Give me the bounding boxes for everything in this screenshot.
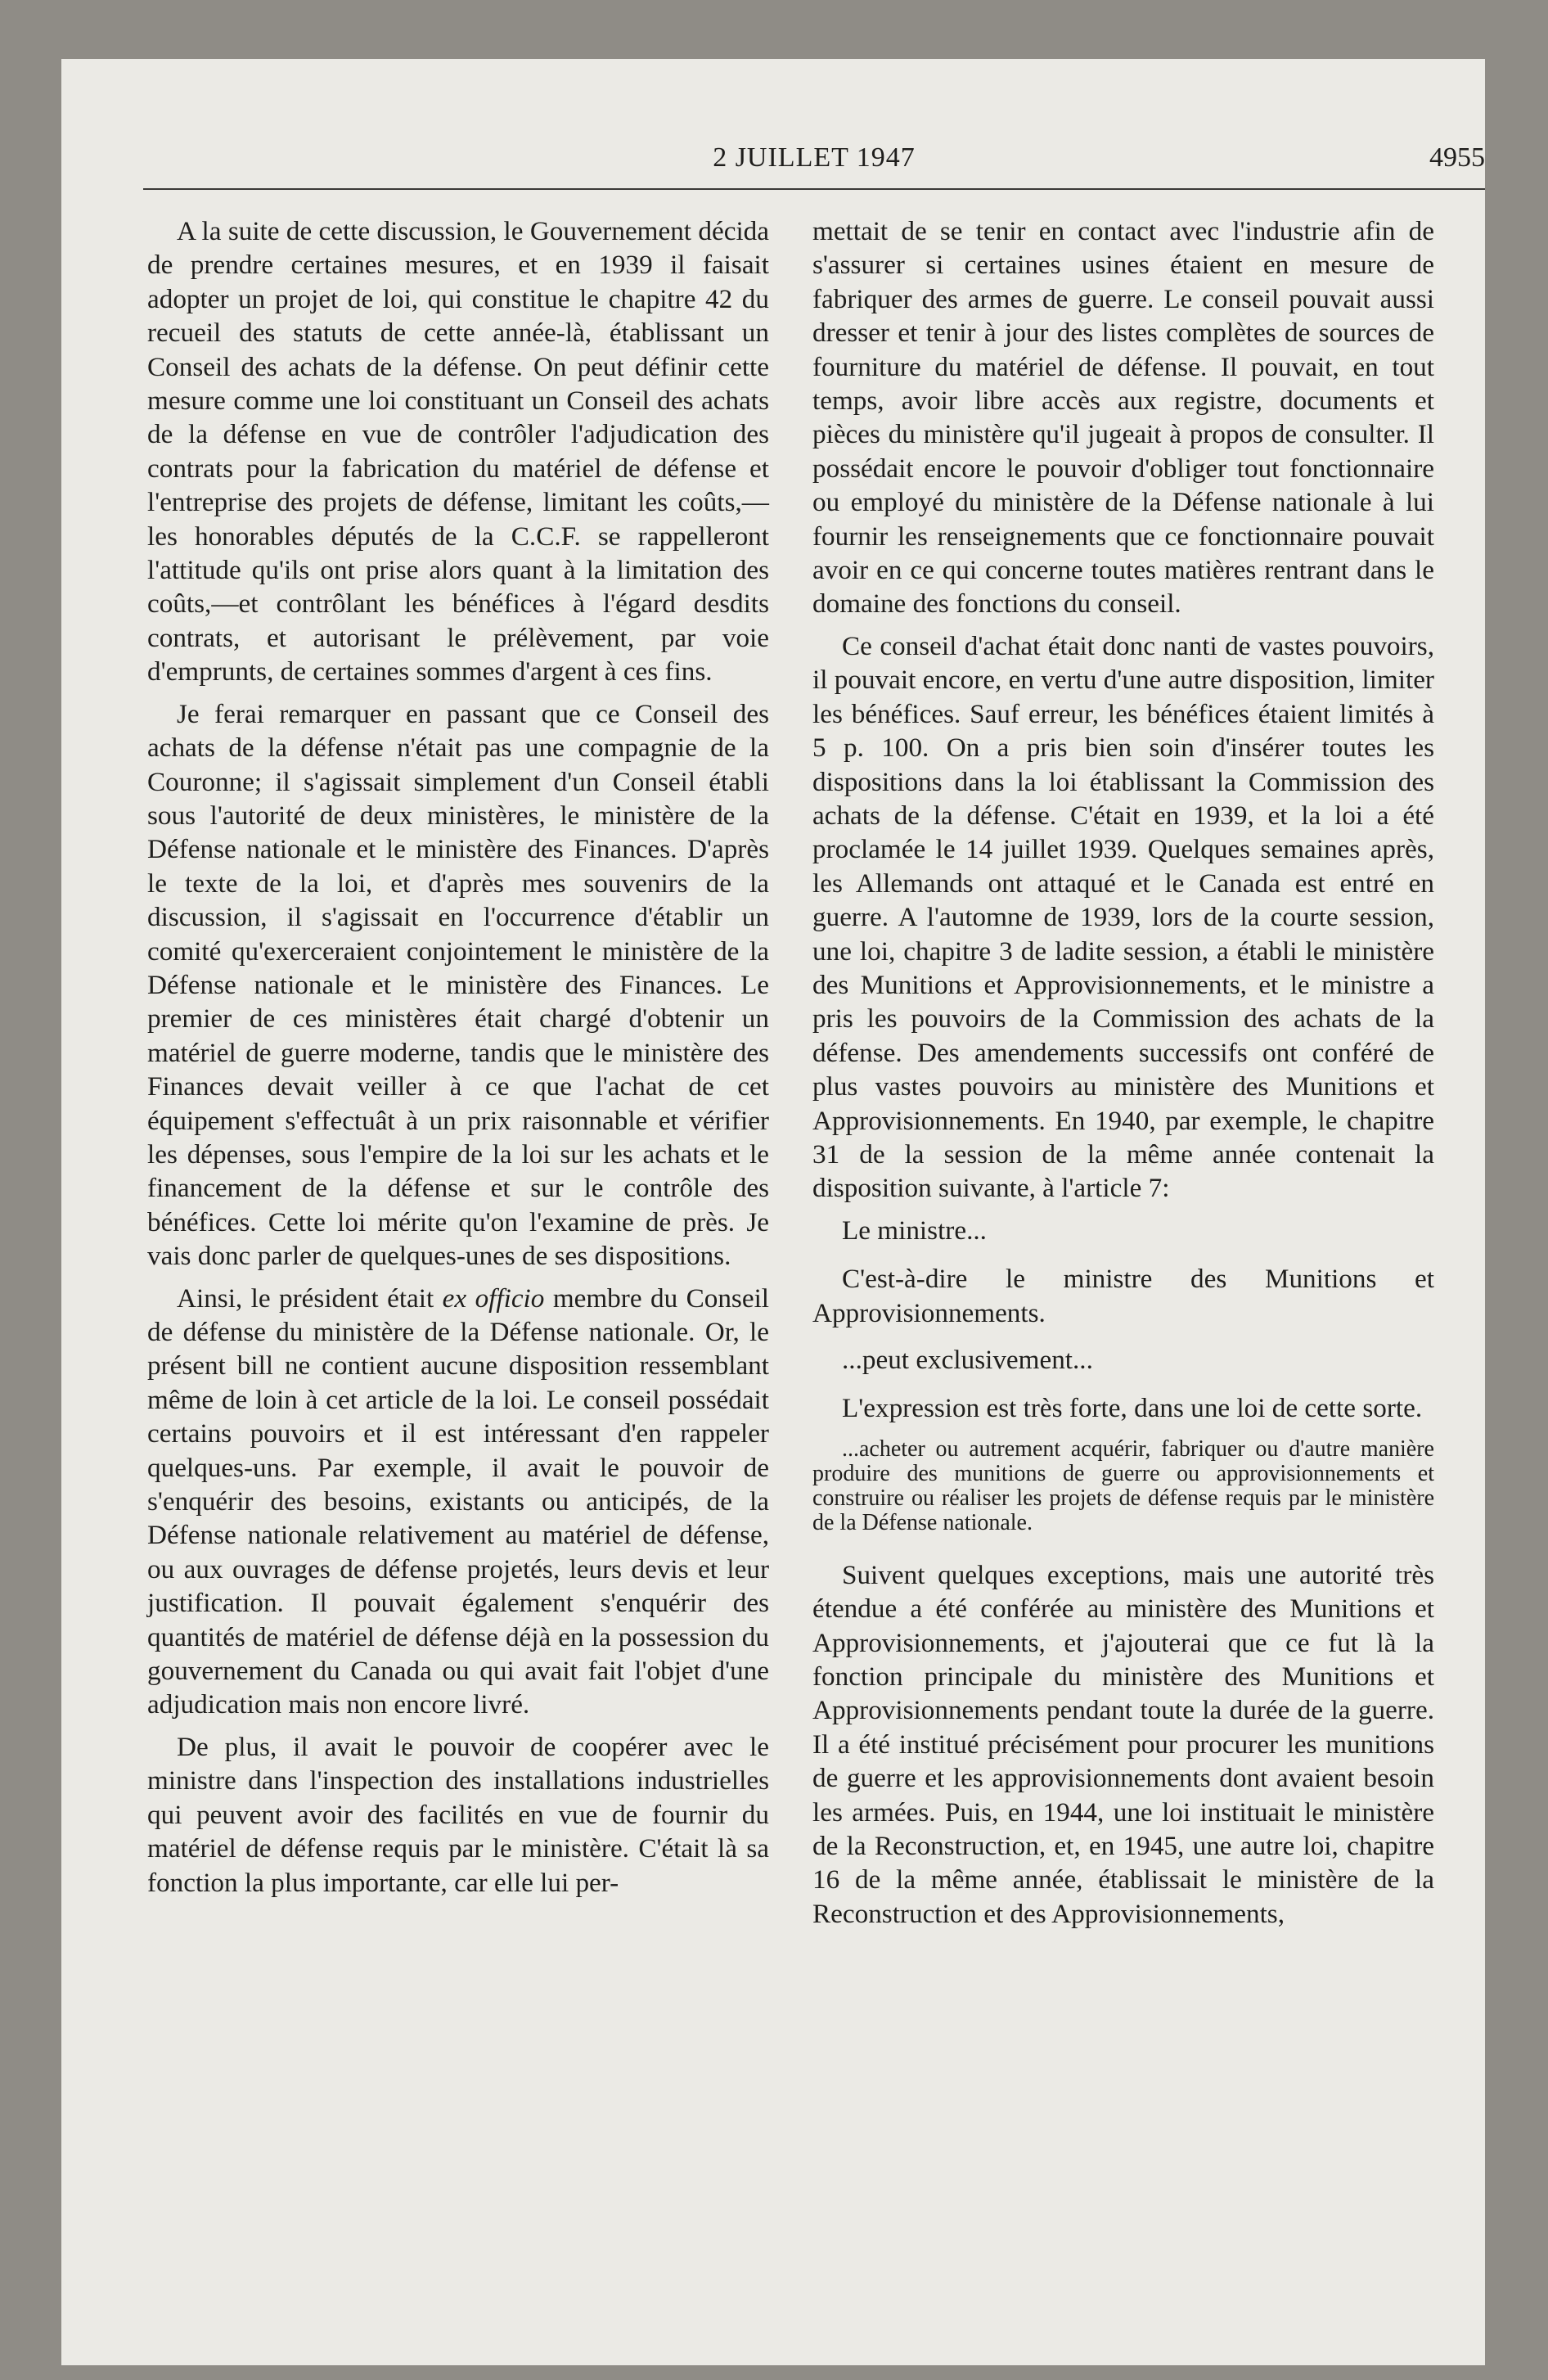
paragraph: A la suite de cette discussion, le Gouvernement décida de prendre certaines mesures, et en 1939 il faisait adopter un projet de loi, qui constitue le chapitre 42 du recueil des statuts de cette année-là, établissant un Conseil des achats de la défense. On peut définir cette mesure comme une loi constituant un Conseil des achats de la défense en vue de contrôler l'adjudication des contrats pour la fabrication du matériel de défense et l'entreprise des projets de défense, limitant les coûts,—les honorables députés de la C.C.F. se rappelleront l'attitude qu'ils ont prise alors quant à la limitation des coûts,—et contrôlant les bénéfices à l'égard desdits contrats, et autorisant le prélèvement, par voie d'emprunts, de certaines sommes d'argent à ces fins. (147, 216, 769, 687)
paragraph: C'est-à-dire le ministre des Munitions et Approvisionnements. (812, 1264, 1434, 1328)
left-column (147, 214, 769, 1908)
document-page (61, 59, 1485, 2365)
quoted-fragment: ...peut exclusivement... (842, 1345, 1093, 1375)
right-column (812, 214, 1434, 1939)
paragraph: Je ferai remarquer en passant que ce Conseil des achats de la défense n'était pas une compagnie de la Couronne; il s'agissait simplement d'un Conseil établi sous l'autorité de deux ministères, le ministère de la Défense nationale et le ministère des Finances. D'après le texte de la loi, et d'après mes souvenirs de la discussion, il s'agissait en l'occurrence d'établir un comité qu'exerceraient conjointement le ministère de la Défense nationale et le ministère des Finances. Le premier de ces ministères était chargé d'obtenir un matériel de guerre moderne, tandis que le ministère des Finances devait veiller à ce que l'achat de cet équipement s'effectuât à un prix raisonnable et vérifier les dépenses, sous l'empire de la loi sur les achats et le financement de la défense et sur le contrôle des bénéfices. Cette loi mérite qu'on l'examine de près. Je vais donc parler de quelques-unes de ses dispositions. (147, 698, 769, 1272)
page-header (143, 142, 1485, 192)
latin-term: ex officio (442, 1282, 545, 1314)
block-quote: ...acheter ou autrement acquérir, fabriquer ou d'autre manière produire des munitions de guerre ou approvisionnements et construire ou réaliser les projets de défense requis par le ministère de la Défense nationale. (812, 1436, 1434, 1535)
paragraph-text: Ainsi, le président était (177, 1282, 434, 1314)
paragraph: L'expression est très forte, dans une loi de cette sorte. (842, 1393, 1423, 1424)
paragraph: mettait de se tenir en contact avec l'industrie afin de s'assurer si certaines usines étaient en mesure de fabriquer des armes de guerre. Le conseil pouvait aussi dresser et tenir à jour des listes complètes de sources de fourniture du matériel de défense. Il pouvait, en tout temps, avoir libre accès aux registre, documents et pièces du ministère qu'il jugeait à propos de consulter. Il possédait encore le pouvoir d'obliger tout fonctionnaire ou employé du ministère de la Défense nationale à lui fournir les renseignements que ce fonctionnaire pouvait avoir en ce qui concerne toutes matières rentrant dans le domaine des fonctions du conseil. (812, 216, 1434, 620)
paragraph: Ce conseil d'achat était donc nanti de vastes pouvoirs, il pouvait encore, en vertu d'une autre disposition, limiter les bénéfices. Sauf erreur, les bénéfices étaient limités à 5 p. 100. On a pris bien soin d'insérer toutes les dispositions dans la loi établissant la Commission des achats de la défense. C'était en 1939, et la loi a été proclamée le 14 juillet 1939. Quelques semaines après, les Allemands ont attaqué et le Canada est entré en guerre. A l'automne de 1939, lors de la courte session, une loi, chapitre 3 de ladite session, a établi le ministère des Munitions et Approvisionnements, et le ministre a pris les pouvoirs de la Commission des achats de la défense. Des amendements successifs ont conféré de plus vastes pouvoirs au ministère des Munitions et Approvisionnements. En 1940, par exemple, le chapitre 31 de la session de la même année contenait la disposition suivante, à l'article 7: (812, 630, 1434, 1204)
quoted-fragment: Le ministre... (842, 1215, 987, 1246)
page-number: 4955 (1429, 142, 1485, 173)
header-rule (143, 188, 1485, 190)
paragraph: Suivent quelques exceptions, mais une autorité très étendue a été conférée au ministère des Munitions et Approvisionnements, et j'ajouterai que ce fut là la fonction principale du ministère des Munitions et Approvisionnements pendant toute la durée de la guerre. Il a été institué précisément pour procurer les munitions de guerre et les approvisionnements dont avaient besoin les armées. Puis, en 1944, une loi instituait le ministère de la Reconstruction, et, en 1945, une autre loi, chapitre 16 de la même année, établissait le ministère de la Reconstruction et des Approvisionnements, (812, 1559, 1434, 1929)
paragraph (147, 1282, 769, 1722)
paragraph-text: membre du Conseil de défense du ministère de la Défense nationale. Or, le présent bill ne contient aucune disposition ressemblant même de loin à cet article de la loi. Le conseil possédait certains pouvoirs et il est intéressant d'en rappeler quelques-uns. Par exemple, il avait le pouvoir de s'enquérir des besoins, existants ou anticipés, de la Défense nationale relativement au matériel de défense, ou aux ouvrages de défense projetés, leurs devis et leur justification. Il pouvait également s'enquérir des quantités de matériel de défense déjà en la possession du gouvernement du Canada ou qui avait fait l'objet d'une adjudication mais non encore livré. (147, 1282, 770, 1720)
header-date: 2 JUILLET 1947 (713, 142, 916, 173)
paragraph: De plus, il avait le pouvoir de coopérer avec le ministre dans l'inspection des installations industrielles qui peuvent avoir des facilités en vue de fournir du matériel de défense requis par le ministère. C'était là sa fonction la plus importante, car elle lui per- (147, 1731, 769, 1898)
